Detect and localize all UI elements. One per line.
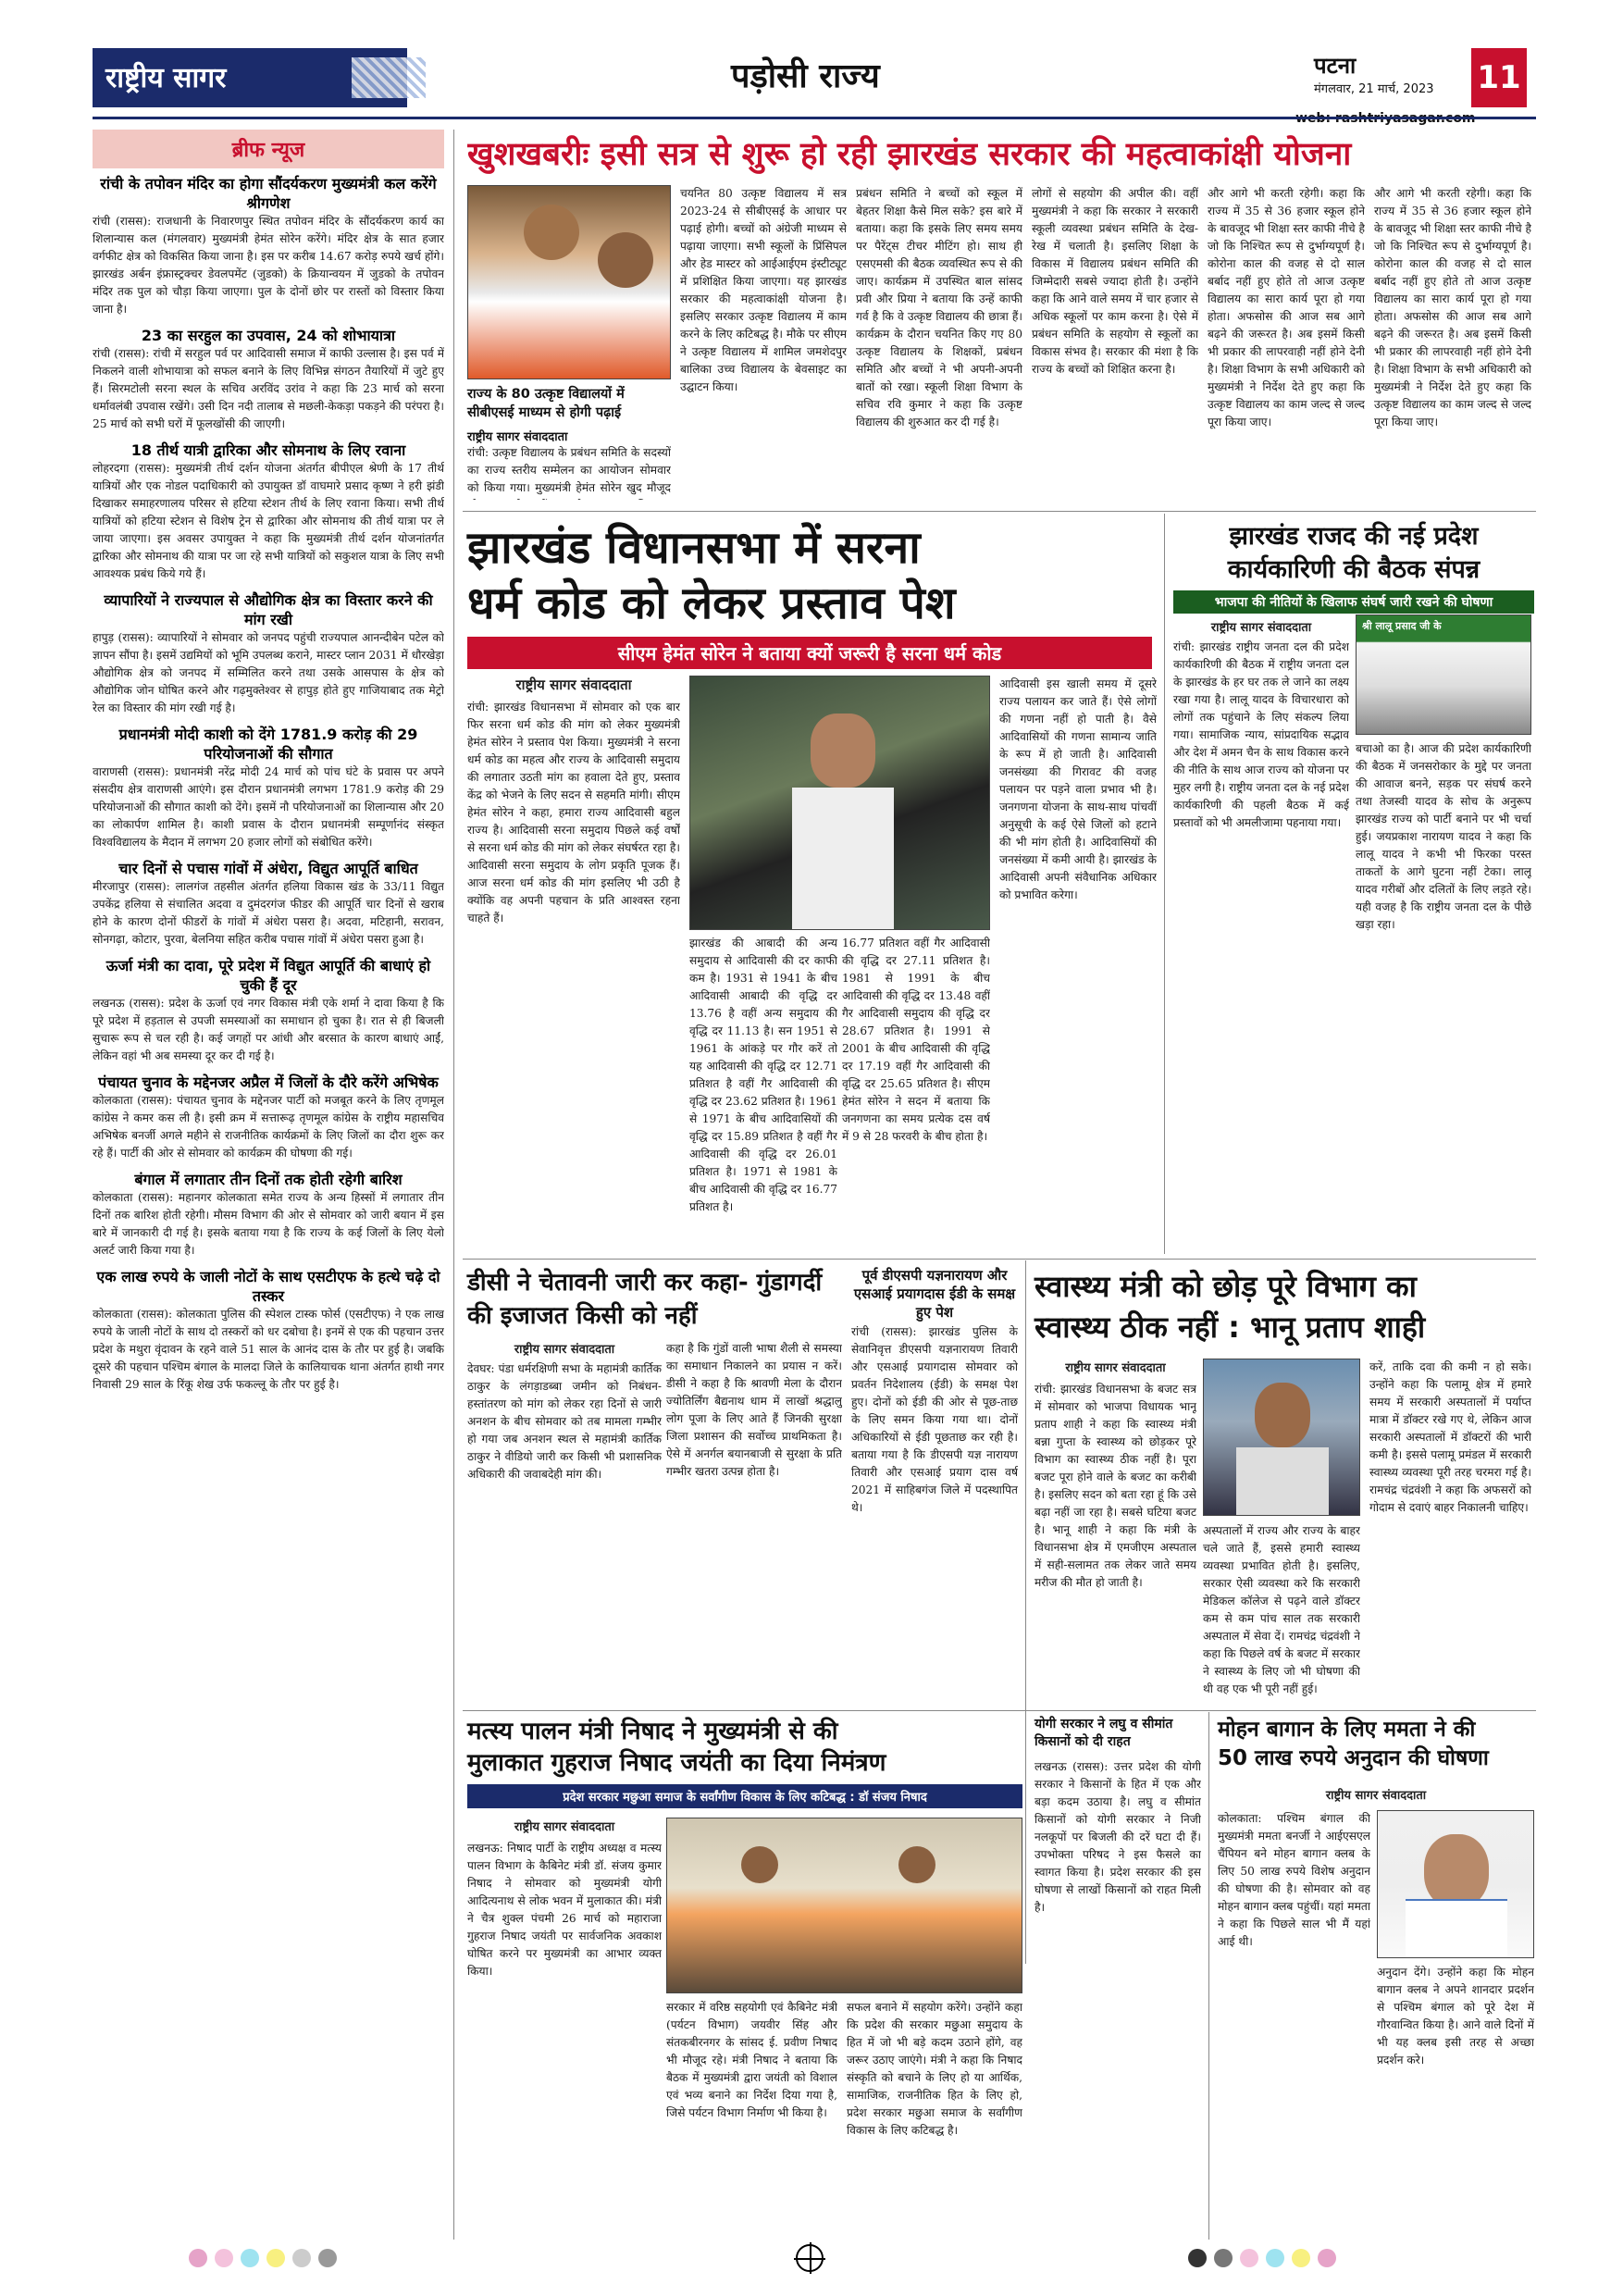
- rjd-headline-line2: कार्यकारिणी की बैठक संपन्न: [1227, 555, 1481, 584]
- brief-item-title: व्यापारियों ने राज्यपाल से औद्योगिक क्षेत्र का विस्तार करने की मांग रखी: [104, 591, 433, 628]
- brief-item-title: रांची के तपोवन मंदिर का होगा सौंदर्यकरण मुख्यमंत्री कल करेंगे श्रीगणेश: [100, 175, 437, 212]
- brief-item-body: रांची (रासस): रांची में सरहुल पर्व पर आदिवासी समाज में काफी उल्लास है। इस पर्व में निकलने वाली शोभायात्रा को सफल बनाने के लिए विभिन्न संगठन तैयारियों में जुटे हुए हैं। सिरमटोली सरना स्थल के सचिव अरविंद उरांव ने कहा कि 23 मार्च को सरना धर्मावलंबी उपवास रखेंगे। उसी दिन नदी तालाब से मछली-केकड़ा पकड़ने की परंपरा है। 25 मार्च को सभी घरों में फूलखोंसी की जाएगी।: [93, 347, 444, 430]
- mid-rule: [463, 1259, 1536, 1260]
- brief-item-title: ऊर्जा मंत्री का दावा, पूरे प्रदेश में विद्युत आपूर्ति की बाधाएं हो चुकी हैं दूर: [105, 957, 431, 994]
- brief-item-title: पंचायत चुनाव के मद्देनजर अप्रैल में जिलों के दौरे करेंगे अभिषेक: [98, 1074, 439, 1091]
- fishery-col-3: सफल बनाने में सहयोग करेंगे। उन्होंने कहा कि प्रदेश की सरकार मछुआ समुदाय के हित में जो भी बड़े कदम उठाने होंगे, वह जरूर उठाए जाएंगे। मंत्री ने कहा कि निषाद संस्कृति को बचाने के लिए हो या आर्थिक, सामाजिक, राजनीतिक हित के लिए हो, प्रदेश सरकार मछुआ समाज के सर्वांगीण विकास के लिए कटिबद्ध है।: [847, 2001, 1022, 2137]
- lead-col-5: और आगे भी करती रहेगी। कहा कि राज्य में 35 से 36 हजार स्कूल होने के बावजूद भी शिक्षा स्तर काफी नीचे है जो कि निश्चित रूप से दुर्भाग्यपूर्ण है। कोरोना काल की वजह से दो साल बर्बाद नहीं हुए होते तो आज उत्कृष्ट विद्यालय का सारा कार्य पूरा हो गया होता। अफसोस की आज सब आगे बढ़ने की जरूरत है। अब इसमें किसी भी प्रकार की लापरवाही नहीं होने देनी है। शिक्षा विभाग के सभी अधिकारी को मुख्यमंत्री ने निर्देश देते हुए कहा कि उत्कृष्ट विद्यालय का काम जल्द से जल्द पूरा किया जाए।: [1208, 187, 1365, 428]
- ed-right-rule: [1025, 1260, 1026, 1964]
- ed-col-1: रांची (रासस): झारखंड पुलिस के सेवानिवृत्त डीएसपी यज्ञनारायण तिवारी और एसआई प्रयागदास सोमवार को प्रवर्तन निदेशालय (ईडी) के समक्ष पेश हुए। दोनों को ईडी की ओर से पूछ-ताछ के लिए समन किया गया था। दोनों अधिकारियों से ईडी पूछताछ कर रही है। बताया गया है कि डीएसपी यज्ञ नारायण तिवारी और एसआई प्रयाग दास वर्ष 2021 में साहिबगंज जिले में पदस्थापित थे।: [851, 1325, 1018, 1514]
- brief-item-body: रांची (रासस): राजधानी के निवारणपुर स्थित तपोवन मंदिर के सौंदर्यकरण कार्य का शिलान्यास कल (मंगलवार) मुख्यमंत्री हेमंत सोरेन करेंगे। मंदिर क्षेत्र के सात हजार वर्गफीट क्षेत्र को विकसित किया जाना है। इस पर करीब 14.67 करोड़ रुपये खर्च होंगे। झारखंड अर्बन इंफ्रास्ट्रक्चर डेवलपमेंट (जुडको) के क्रियान्वयन में जुडको के तपोवन मंदिर तक पुल को चौड़ा किया जाएगा। पुल के दोनों छोर पर रास्तों को विस्तार किया जाना है।: [93, 215, 444, 316]
- rjd-photo-banner: श्री लालू प्रसाद जी के: [1362, 620, 1442, 632]
- ed-headline: पूर्व डीएसपी यज्ञनारायण और एसआई प्रयागदास ईडी के समक्ष हुए पेश: [853, 1267, 1016, 1321]
- health-byline: राष्ट्रीय सागर संवाददाता: [1065, 1361, 1166, 1375]
- bhanu-pratap-photo: [1203, 1359, 1360, 1516]
- lead-caption: [467, 385, 671, 444]
- fishery-headline-line2: मुलाकात गुहराज निषाद जयंती का दिया निमंत्रण: [467, 1749, 886, 1777]
- lead-col-6: और आगे भी करती रहेगी। कहा कि राज्य में 35 से 36 हजार स्कूल होने के बावजूद भी शिक्षा स्तर काफी नीचे है जो कि निश्चित रूप से दुर्भाग्यपूर्ण है। कोरोना काल की वजह से दो साल बर्बाद नहीं हुए होते तो आज उत्कृष्ट विद्यालय का सारा कार्य पूरा हो गया होता। अफसोस की आज सब आगे बढ़ने की जरूरत है। अब इसमें किसी भी प्रकार की लापरवाही नहीं होने देनी है। शिक्षा विभाग के सभी अधिकारी को मुख्यमंत्री ने निर्देश देते हुए कहा कि उत्कृष्ट विद्यालय का काम जल्द से जल्द पूरा किया जाए।: [1374, 187, 1531, 428]
- farmers-right-rule: [1208, 1712, 1209, 2240]
- brief-item: [93, 956, 444, 1065]
- lead-col-3: प्रबंधन समिति ने बच्चों को स्कूल में बेहतर शिक्षा कैसे मिल सके? इस बारे में बताया। कहा कि इसके लिए समय समय पर पैरेंट्स टीचर मीटिंग हो। साथ ही एसएमसी की बैठक व्यवस्थित रूप से की जाए। कार्यक्रम में उपस्थित बाल सांसद प्रवी और प्रिया ने बताया कि उन्हें काफी गर्व है कि वे उत्कृष्ट विद्यालय की छात्रा हैं। कार्यक्रम के दौरान चयनित किए गए 80 उत्कृष्ट विद्यालय के शिक्षकों, प्रबंधन समिति और बच्चों ने भी अपनी-अपनी बातों को रखा। स्कूली शिक्षा विभाग के सचिव रवि कुमार ने कहा कि उत्कृष्ट विद्यालय की शुरुआत कर दी गई है।: [856, 187, 1022, 428]
- section-title: पड़ोसी राज्य: [731, 57, 880, 95]
- brief-item-body: कोलकाता (रासस): कोलकाता पुलिस की स्पेशल टास्क फोर्स (एसटीएफ) ने एक लाख रुपये के जाली नोटों के साथ दो तस्करों को धर दबोचा है। इनमें से एक की पहचान उत्तर प्रदेश के मथुरा वृंदावन के रहने वाले 51 साल के आनंद दास के तौर पर हुई है। जबकि दूसरे की पहचान पश्चिम बंगाल के मालदा जिले के कालियाचक थाना अंतर्गत हाथी नगर निवासी 29 साल के रिंकू शेख उर्फ फकल्लू के तौर पर हुई है।: [93, 1308, 444, 1391]
- register-mark-icon: [796, 2244, 824, 2272]
- brief-item: [93, 174, 444, 318]
- logo-decoration: [352, 57, 426, 98]
- paper-name: राष्ट्रीय सागर: [105, 62, 227, 94]
- brief-item: [93, 859, 444, 949]
- city: पटना: [1314, 53, 1357, 79]
- lower-rule: [463, 1710, 1536, 1711]
- brief-item-body: लोहरदगा (रासस): मुख्यमंत्री तीर्थ दर्शन योजना अंतर्गत बीपीएल श्रेणी के 17 तीर्थ यात्रियों और एक नोडल पदाधिकारी को उपायुक्त डॉ वाघमारे प्रसाद कृष्ण ने हरी झंडी दिखाकर समाहरणालय परिसर से हटिया स्टेशन तीर्थ के लिए रवाना किया। सभी तीर्थ यात्रियों को हटिया स्टेशन से विशेष ट्रेन से द्वारिका और सोमनाथ की तीर्थ यात्रा पर ले जाया जाएगा। इस अवसर उपायुक्त ने कहा कि मुख्यमंत्री तीर्थ दर्शन योजनांतर्गत द्वारिका और सोमनाथ की यात्रा पर जा रहे सभी यात्रियों को सकुशल यात्रा के लिए सभी आवश्यक प्रबंध किये गये हैं।: [93, 462, 444, 580]
- lead-col-4: लोगों से सहयोग की अपील की। वहीं मुख्यमंत्री ने कहा कि सरकार ने सरकारी स्कूली व्यवस्था प्रबंधन समिति के देख-रेख में चलाती है। इसलिए शिक्षा के विकास में विद्यालय प्रबंधन समिति की जिम्मेदारी सबसे ज्यादा होती है। उन्होंने कहा कि आने वाले समय में चार हजार से अधिक स्कूलों पर काम करना है। ऐसे में प्रबंधन समिति के सहयोग से स्कूलों का विकास संभव है। सरकार की मंशा है कि राज्य के बच्चों को शिक्षित करना है।: [1032, 187, 1198, 376]
- farmers-headline: योगी सरकार ने लघु व सीमांत किसानों को दी राहत: [1035, 1717, 1173, 1749]
- cm-assembly-photo: [689, 676, 990, 930]
- fishery-headline-line1: मत्स्य पालन मंत्री निषाद ने मुख्यमंत्री से की: [467, 1718, 838, 1745]
- dc-col-2: कहा है कि गुंडों वाली भाषा शैली से समस्या का समाधान निकालने का प्रयास न करें। डीसी ने कहा है कि श्रावणी मेला के दौरान ज्योतिर्लिंग बैद्यनाथ धाम में लाखों श्रद्धालु लोग पूजा के लिए आते हैं जिनकी सुरक्षा जिला प्रशासन की सर्वोच्च प्राथमिकता है। ऐसे में अनर्गल बयानबाजी से सुरक्षा के प्रति गम्भीर खतरा उत्पन्न होता है।: [666, 1342, 842, 1478]
- dc-headline: डीसी ने चेतावनी जारी कर कहा- गुंडागर्दी की इजाजत किसी को नहीं: [467, 1269, 823, 1330]
- sarna-byline: राष्ट्रीय सागर संवाददाता: [515, 676, 632, 693]
- fishery-col-2: सरकार में वरिष्ठ सहयोगी एवं कैबिनेट मंत्री (पर्यटन विभाग) जयवीर सिंह और संतकबीरनगर के सांसद ई. प्रवीण निषाद भी मौजूद रहे। मंत्री निषाद ने बताया कि बैठक में मुख्यमंत्री द्वारा जयंती को विशाल एवं भव्य बनाने का निर्देश दिया गया है, जिसे पर्यटन विभाग निर्माण भी किया है।: [666, 2001, 837, 2119]
- sarna-col-1: रांची: झारखंड विधानसभा में सोमवार को एक बार फिर सरना धर्म कोड की मांग को लेकर मुख्यमंत्री हेमंत सोरेन ने प्रस्ताव पेश किया। मुख्यमंत्री ने सरना धर्म कोड का महत्व और राज्य के आदिवासी समुदाय की लगातार उठती मांग का हवाला देते हुए, प्रस्ताव केंद्र को भेजने के लिए सदन से सहमति मांगी। सीएम हेमंत सोरेन ने कहा, हमारा राज्य आदिवासी बहुल राज्य है। आदिवासी सरना समुदाय पिछले कई वर्षों से सरना धर्म कोड की मांग को लेकर संघर्षरत रहा है। आदिवासी सरना समुदाय के लोग प्रकृति पूजक हैं। आज सरना धर्म कोड की मांग इसलिए भी उठी है क्योंकि वह अपनी पहचान के प्रति आश्वस्त रहना चाहते हैं।: [467, 701, 680, 925]
- lead-caption-text: राज्य के 80 उत्कृष्ट विद्यालयों में सीबीएसई माध्यम से होगी पढ़ाई: [467, 387, 625, 420]
- lead-byline: राष्ट्रीय सागर संवाददाता: [467, 430, 568, 444]
- brief-item: [93, 326, 444, 433]
- sarna-right-rule: [1164, 514, 1165, 1254]
- sarna-col-3: 16.77 प्रतिशत वहीं गैर आदिवासी की वृद्धि दर 27.11 प्रतिशत है। 1981 से 1991 के बीच आदिवासी की वृद्धि दर 13.48 वहीं गैर आदिवासी समुदाय की वृद्धि दर 28.67 प्रतिशत है। 1991 से 2001 के बीच आदिवासी की वृद्धि दर 17.19 वहीं गैर आदिवासी की वृद्धि दर 25.65 प्रतिशत है। सीएम हेमंत सोरेन ने सदन में बताया कि जनगणना का समय प्रत्येक दस वर्ष में 9 से 28 फरवरी के बीच होता है।: [842, 937, 990, 1143]
- brief-item: [93, 590, 444, 717]
- sarna-subhead: सीएम हेमंत सोरेन ने बताया क्यों जरूरी है सरना धर्म कोड: [467, 637, 1152, 669]
- mamata-col-1: कोलकाता: पश्चिम बंगाल की मुख्यमंत्री ममता बनर्जी ने आईएसएल चैंपियन बने मोहन बागान क्लब के लिए 50 लाख रुपये विशेष अनुदान की घोषणा की है। सोमवार को वह मोहन बागान क्लब पहुंचीं। यहां ममता ने कहा कि पिछले साल भी मैं यहां आई थी।: [1218, 1812, 1370, 1948]
- brief-item-title: चार दिनों से पचास गांवों में अंधेरा, विद्युत आपूर्ति बाधित: [118, 860, 418, 877]
- sarna-headline-line2: धर्म कोड को लेकर प्रस्ताव पेश: [467, 577, 956, 629]
- rjd-col-1: रांची: झारखंड राष्ट्रीय जनता दल की प्रदेश कार्यकारिणी की बैठक में राष्ट्रीय जनता दल के झारखंड के हर घर तक ले जाने का लक्ष्य रखा गया है। लालू यादव के विचारधारा को लोगों तक पहुंचाने के लिए संकल्प लिया गया। सामाजिक न्याय, सांप्रदायिक सद्भाव और देश में अमन चैन के साथ विकास करने की नीति के साथ आज राज्य को योजना पर मुहर लगी है। राष्ट्रीय जनता दल के नई प्रदेश कार्यकारिणी की पहली बैठक में कई प्रस्तावों को भी अमलीजामा पहनाया गया।: [1173, 640, 1349, 829]
- brief-item-body: हापुड़ (रासस): व्यापारियों ने सोमवार को जनपद पहुंची राज्यपाल आनन्दीबेन पटेल को ज्ञापन सौंपा है। इसमें उद्यमियों को भूमि उपलब्ध कराने, मास्टर प्लान 2031 में धौरखेड़ा औद्योगिक क्षेत्र को जनपद में सम्मिलित करने तथा उसके आसपास के क्षेत्र को औद्योगिक जोन घोषित करने और गढ़मुक्तेश्वर से हापुड़ होते हुए गाजियाबाद तक मेट्रो रेल का विस्तार की मांग रखी गई है।: [93, 631, 444, 714]
- brief-item-body: मीरजापुर (रासस): लालगंज तहसील अंतर्गत हलिया विकास खंड के 33/11 विद्युत उपकेंद्र हलिया से संचालित अदवा व दुमंदरगंज फीडर की आपूर्ति चार दिनों से खराब होने के कारण दोनों फीडरों के गांवों में अंधेरा पसरा है। अदवा, मटिहानी, सरावन, सोनगढ़ा, कोटार, पुरवा, बेलनिया सहित करीब पचास गांवों में अंधेरा पसरा हुआ है।: [93, 880, 444, 946]
- cm-event-photo: [467, 185, 671, 379]
- brief-item-title: 23 का सरहुल का उपवास, 24 को शोभायात्रा: [141, 327, 396, 344]
- mamata-headline: [1218, 1716, 1534, 1773]
- fishery-subhead: प्रदेश सरकार मछुआ समाज के सर्वांगीण विकास के लिए कटिबद्ध : डॉ संजय निषाद: [467, 1784, 1022, 1808]
- masthead-rule: [93, 117, 1536, 119]
- masthead: [93, 48, 1536, 122]
- rjd-headline: [1173, 520, 1534, 587]
- brief-item-body: वाराणसी (रासस): प्रधानमंत्री नरेंद्र मोदी 24 मार्च को पांच घंटे के प्रवास पर अपने संसदीय क्षेत्र वाराणसी आएंगे। इस दौरान प्रधानमंत्री लगभग 1781.9 करोड़ की 29 परियोजनाओं की सौगात काशी को देंगे। इसमें नौ परियोजनाओं का शिलान्यास और 20 का लोकार्पण शामिल है। काशी प्रवास के दौरान प्रधानमंत्री सम्पूर्णानंद संस्कृत विश्वविद्यालय के मैदान में लगभग 20 हजार लोगों को संबोधित करेंगे।: [93, 765, 444, 849]
- rjd-col-2: बचाओ का है। आज की प्रदेश कार्यकारिणी की बैठक में जनसरोकार के मुद्दे पर जनता की आवाज बनने, सड़क पर संघर्ष करने तथा तेजस्वी यादव के सोच के अनुरूप झारखंड राज्य को पार्टी बनाने पर भी चर्चा हुई। जयप्रकाश नारायण यादव ने कहा कि लालू यादव ने कभी भी फिरका परस्त ताकतों के आगे घुटना नहीं टेका। लालू यादव गरीबों और दलितों के लिए लड़ते रहे। यही वजह है कि राष्ट्रीय जनता दल के पीछे खड़ा रहा।: [1356, 742, 1531, 931]
- lead-rule: [463, 511, 1536, 512]
- dc-col-1: देवघर: पंडा धर्मरक्षिणी सभा के महामंत्री कार्तिक ठाकुर के लंगड़ाडब्बा जमीन को निबंधन-हस्तांतरण को मांग को लेकर रहा दिनों से जारी अनशन के बीच सोमवार को तब मामला गम्भीर हो गया जब अनशन स्थल से महामंत्री कार्तिक ठाकुर ने वीडियो जारी कर किसी भी प्रशासनिक अधिकारी की जवाबदेही मांग की।: [467, 1362, 662, 1481]
- health-headline-line1: स्वास्थ्य मंत्री को छोड़ पूरे विभाग का: [1035, 1269, 1417, 1304]
- farmers-col-1: लखनऊ (रासस): उत्तर प्रदेश की योगी सरकार ने किसानों के हित में एक और बड़ा कदम उठाया है। लघु व सीमांत किसानों को योगी सरकार ने निजी नलकूपों पर बिजली की दरें घटा दी हैं। उपभोक्ता परिषद ने इस फैसले का स्वागत किया है। प्रदेश सरकार की इस घोषणा से लाखों किसानों को राहत मिली है।: [1035, 1760, 1201, 1914]
- brief-item-title: प्रधानमंत्री मोदी काशी को देंगे 1781.9 करोड़ की 29 परियोजनाओं की सौगात: [118, 726, 418, 763]
- fishery-col-1: लखनऊ: निषाद पार्टी के राष्ट्रीय अध्यक्ष व मत्स्य पालन विभाग के कैबिनेट मंत्री डॉ. संजय कुमार निषाद ने सोमवार को मुख्यमंत्री योगी आदित्यनाथ से लोक भवन में मुलाकात की। मंत्री ने चैत्र शुक्ल पंचमी 26 मार्च को महाराजा गुहराज निषाद जयंती पर सार्वजनिक अवकाश घोषित करने पर मुख्यमंत्री का आभार व्यक्त किया।: [467, 1842, 662, 1978]
- brief-column: [93, 130, 444, 2230]
- health-headline-line2: स्वास्थ्य ठीक नहीं : भानू प्रताप शाही: [1035, 1309, 1426, 1345]
- fishery-meeting-photo: [666, 1818, 1022, 1993]
- sarna-col-2: झारखंड की आबादी की अन्य समुदाय से आदिवासी की दर काफी कम है। 1931 से 1941 के बीच आदिवासी आबादी की वृद्धि दर 13.76 है वहीं अन्य समुदाय की वृद्धि दर 11.13 है। सन 1951 से 1961 के आंकड़े पर गौर करें तो यह आदिवासी की वृद्धि दर 12.71 प्रतिशत है वहीं गैर आदिवासी की वृद्धि दर 23.62 प्रतिशत है। 1961 से 1971 के बीच आदिवासियों की वृद्धि दर 15.89 प्रतिशत है वहीं गैर आदिवासी की वृद्धि दर 26.01 प्रतिशत है। 1971 से 1981 के बीच आदिवासी की वृद्धि दर 16.77 प्रतिशत है।: [689, 937, 837, 1213]
- brief-list: [93, 174, 444, 1394]
- health-headline: [1035, 1266, 1534, 1347]
- sarna-col-4: आदिवासी इस खाली समय में दूसरे राज्य पलायन कर जाते हैं। ऐसे लोगों की गणना नहीं हो पाती है। वैसे आदिवासियों की गणना सामान्य जाति के रूप में हो जाती है। आदिवासी जनसंख्या की गिरावट की वजह पलायन पर पड़ने वाला प्रभाव भी है। जनगणना योजना के साथ-साथ पांचवीं अनुसूची के कई ऐसे जिलों को हटाने की भी मांग होती है। आदिवासियों की जनसंख्या में कमी आयी है। झारखंड के आदिवासी अपनी संवैधानिक अधिकार को प्रभावित करेगा।: [999, 677, 1157, 901]
- fishery-headline: [467, 1716, 1022, 1779]
- lead-col-2: चयनित 80 उत्कृष्ट विद्यालय में सत्र 2023-24 से सीबीएसई के आधार पर पढ़ाई होगी। बच्चों को अंग्रेजी माध्यम से पढ़ाया जाएगा। सभी स्कूलों के प्रिंसिपल और हेड मास्टर को आईआईएम इंस्टीट्यूट में प्रशिक्षित किया जाएगा। यह झारखंड सरकार की महत्वाकांक्षी योजना है। इसलिए सरकार उत्कृष्ट विद्यालय में काम करने के लिए कटिबद्ध है। मौके पर सीएम ने उत्कृष्ट विद्यालय में शामिल जमशेदपुर बालिका उच्च विद्यालय के बेवसाइट का उद्घाटन किया।: [680, 187, 847, 393]
- brief-item-title: बंगाल में लगातार तीन दिनों तक होती रहेगी बारिश: [134, 1171, 403, 1188]
- health-col-1: रांची: झारखंड विधानसभा के बजट सत्र में सोमवार को भाजपा विधायक भानू प्रताप शाही ने कहा कि स्वास्थ्य मंत्री बन्ना गुप्ता के स्वास्थ्य को छोड़कर पूरे विभाग का स्वास्थ्य ठीक नहीं है। पूरा बजट पूरा होने वाले के बजट का करीबी है। इसलिए सदन को बता रहा हूं कि उसे बढ़ा नहीं जा रहा है। सबसे घटिया बजट है। भानू शाही ने कहा कि मंत्री के विधानसभा क्षेत्र में एमजीएम अस्पताल में सही-सलामत तक लेकर जाते समय मरीज की मौत हो जाती है।: [1035, 1383, 1196, 1589]
- dc-byline: राष्ट्रीय सागर संवाददाता: [514, 1343, 615, 1357]
- brief-item-title: 18 तीर्थ यात्री द्वारिका और सोमनाथ के लिए रवाना: [130, 441, 406, 459]
- brief-item-body: लखनऊ (रासस): प्रदेश के ऊर्जा एवं नगर विकास मंत्री एके शर्मा ने दावा किया है कि पूरे प्रदेश में हड़ताल से उपजी समस्याओं का समाधान हो चुका है। रात से ही बिजली सुचारू रूप से चल रही है। कई जगहों पर आंधी और बरसात के कारण बाधाएं आईं, लेकिन वहां भी अब समस्या दूर कर दी गई है।: [93, 997, 444, 1062]
- sarna-headline-line1: झारखंड विधानसभा में सरना: [467, 522, 921, 574]
- brief-item: [93, 1267, 444, 1394]
- column-rule: [453, 130, 454, 2240]
- mamata-headline-line2: 50 लाख रुपये अनुदान की घोषणा: [1218, 1746, 1489, 1770]
- brief-item: [93, 441, 444, 583]
- fishery-byline: राष्ट्रीय सागर संवाददाता: [514, 1820, 615, 1834]
- brief-header: ब्रीफ न्यूज: [93, 130, 444, 168]
- footer-dots-right: [1184, 2249, 1340, 2271]
- brief-item: [93, 725, 444, 851]
- health-col-2: अस्पतालों में राज्य और राज्य के बाहर चले जाते हैं, इससे हमारी स्वास्थ्य व्यवस्था प्रभावित होती है। इसलिए, सरकार ऐसी व्यवस्था करे कि सरकारी मेडिकल कॉलेज से पढ़ने वाले डॉक्टर कम से कम पांच साल तक सरकारी अस्पताल में सेवा दें। रामचंद्र चंद्रवंशी ने कहा कि पिछले वर्ष के बजट में सरकार ने स्वास्थ्य के लिए जो भी घोषणा की थी वह एक भी पूरी नहीं हुई।: [1203, 1524, 1360, 1695]
- brief-item-body: कोलकाता (रासस): महानगर कोलकाता समेत राज्य के अन्य हिस्सों में लगातार तीन दिनों तक बारिश होती रहेगी। मौसम विभाग की ओर से सोमवार को जारी बयान में इस बारे में जानकारी दी गई है। इसके बताया गया है कि राज्य के कई जिलों के लिए येलो अलर्ट जारी किया गया है।: [93, 1191, 444, 1257]
- rjd-headline-line1: झारखंड राजद की नई प्रदेश: [1229, 522, 1479, 551]
- lead-headline: खुशखबरीः इसी सत्र से शुरू हो रही झारखंड सरकार की महत्वाकांक्षी योजना: [467, 136, 1352, 173]
- mamata-byline: राष्ट्रीय सागर संवाददाता: [1325, 1789, 1427, 1803]
- rjd-byline: राष्ट्रीय सागर संवाददाता: [1210, 621, 1312, 635]
- rjd-meeting-photo: [1356, 614, 1531, 735]
- mamata-headline-line1: मोहन बागान के लिए ममता ने की: [1218, 1718, 1476, 1742]
- health-col-3: करें, ताकि दवा की कमी न हो सके। उन्होंने कहा कि पलामू क्षेत्र में हमारे समय में सरकारी अस्पतालों में पर्याप्त मात्रा में डॉक्टर रखे गए थे, लेकिन आज सरकारी अस्पतालों में डॉक्टरों की भारी कमी है। इससे पलामू प्रमंडल में सरकारी स्वास्थ्य व्यवस्था पूरी तरह चरमरा गई है। रामचंद्र चंद्रवंशी ने कहा कि अफसरों को गोदाम से दवाएं बाहर निकालनी चाहिए।: [1369, 1360, 1531, 1514]
- brief-item-body: कोलकाता (रासस): पंचायत चुनाव के मद्देनजर पार्टी को मजबूत करने के लिए तृणमूल कांग्रेस ने कमर कस ली है। इसी क्रम में सत्तारूढ़ तृणमूल कांग्रेस के राष्ट्रीय महासचिव अभिषेक बनर्जी अगले महीने से राजनीतिक कार्यक्रमों के लिए जिलों का दौरा शुरू कर रहे हैं। पार्टी की ओर से सोमवार को कार्यक्रम की घोषणा की गई।: [93, 1094, 444, 1160]
- mamata-photo: [1377, 1810, 1534, 1958]
- footer-dots-left: [185, 2249, 341, 2271]
- sarna-headline: [467, 520, 1152, 631]
- brief-item-title: एक लाख रुपये के जाली नोटों के साथ एसटीएफ के हत्थे चढ़े दो तस्कर: [96, 1268, 440, 1305]
- lead-col-1: रांची: उत्कृष्ट विद्यालय के प्रबंधन समिति के सदस्यों का राज्य स्तरीय सम्मेलन का आयोजन सोमवार को किया गया। मुख्यमंत्री हेमंत सोरेन खुद मौजूद: [467, 446, 671, 494]
- brief-item: [93, 1073, 444, 1162]
- issue-date: मंगलवार, 21 मार्च, 2023: [1314, 82, 1434, 96]
- brief-item: [93, 1170, 444, 1260]
- mamata-col-2: अनुदान देंगे। उन्होंने कहा कि मोहन बागान क्लब ने अपने शानदार प्रदर्शन से पश्चिम बंगाल को पूरे देश में गौरवान्वित किया है। आने वाले दिनों में भी यह क्लब इसी तरह से अच्छा प्रदर्शन करे।: [1377, 1966, 1534, 2066]
- rjd-subhead: भाजपा की नीतियों के खिलाफ संघर्ष जारी रखने की घोषणा: [1173, 590, 1534, 614]
- page-number: 11: [1471, 48, 1527, 107]
